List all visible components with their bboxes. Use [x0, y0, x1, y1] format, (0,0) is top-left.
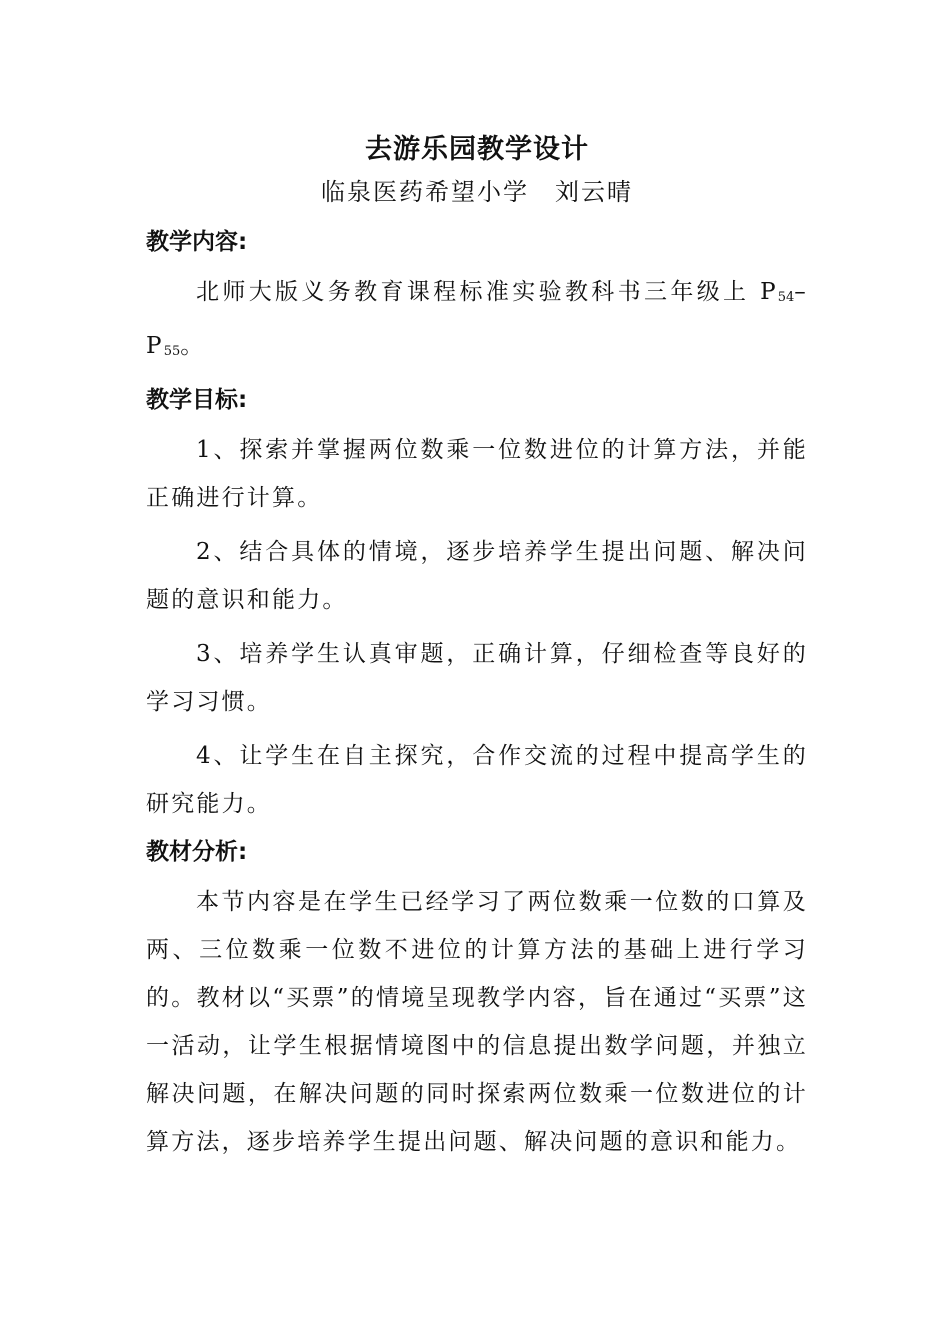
objective-item: 4、让学生在自主探究，合作交流的过程中提高学生的研究能力。	[146, 743, 808, 817]
analysis-paragraph: 本节内容是在学生已经学习了两位数乘一位数的口算及两、三位数乘一位数不进位的计算方法的基础上进行学习的。教材以“买票”的情境呈现教学内容，旨在通过“买票”这一活动，让学生根据情境图中的信息提出数学问题，并独立解决问题，在解决问题的同时探索两位数乘一位数进位的计算方法，逐步培养学生提出问题、解决问题的意识和能力。	[146, 889, 808, 1155]
section-heading-objectives: 教学目标:	[146, 387, 248, 413]
document-page	[146, 128, 808, 1172]
school-name: 临泉医药希望小学	[321, 178, 529, 206]
section-content	[146, 224, 808, 376]
content-paragraph	[146, 268, 808, 376]
objective-item: 2、结合具体的情境，逐步培养学生提出问题、解决问题的意识和能力。	[146, 539, 808, 613]
document-title: 去游乐园教学设计	[365, 134, 589, 165]
author-line	[146, 172, 808, 212]
author-name: 刘云晴	[555, 178, 633, 206]
page-end: 55	[163, 344, 181, 359]
objective-item: 3、培养学生认真审题，正确计算，仔细检查等良好的学习习惯。	[146, 641, 808, 715]
content-text: 北师大版义务教育课程标准实验教科书三年级上 P	[196, 279, 778, 305]
content-period: 。	[180, 333, 206, 359]
section-heading-content: 教学内容:	[146, 229, 248, 255]
objective-item: 1、探索并掌握两位数乘一位数进位的计算方法，并能正确进行计算。	[146, 437, 808, 511]
section-objectives	[146, 382, 808, 828]
section-heading-analysis: 教材分析:	[146, 839, 248, 865]
section-analysis	[146, 834, 808, 1166]
page-start: 54	[777, 290, 795, 305]
page-dash: –P	[146, 279, 808, 359]
